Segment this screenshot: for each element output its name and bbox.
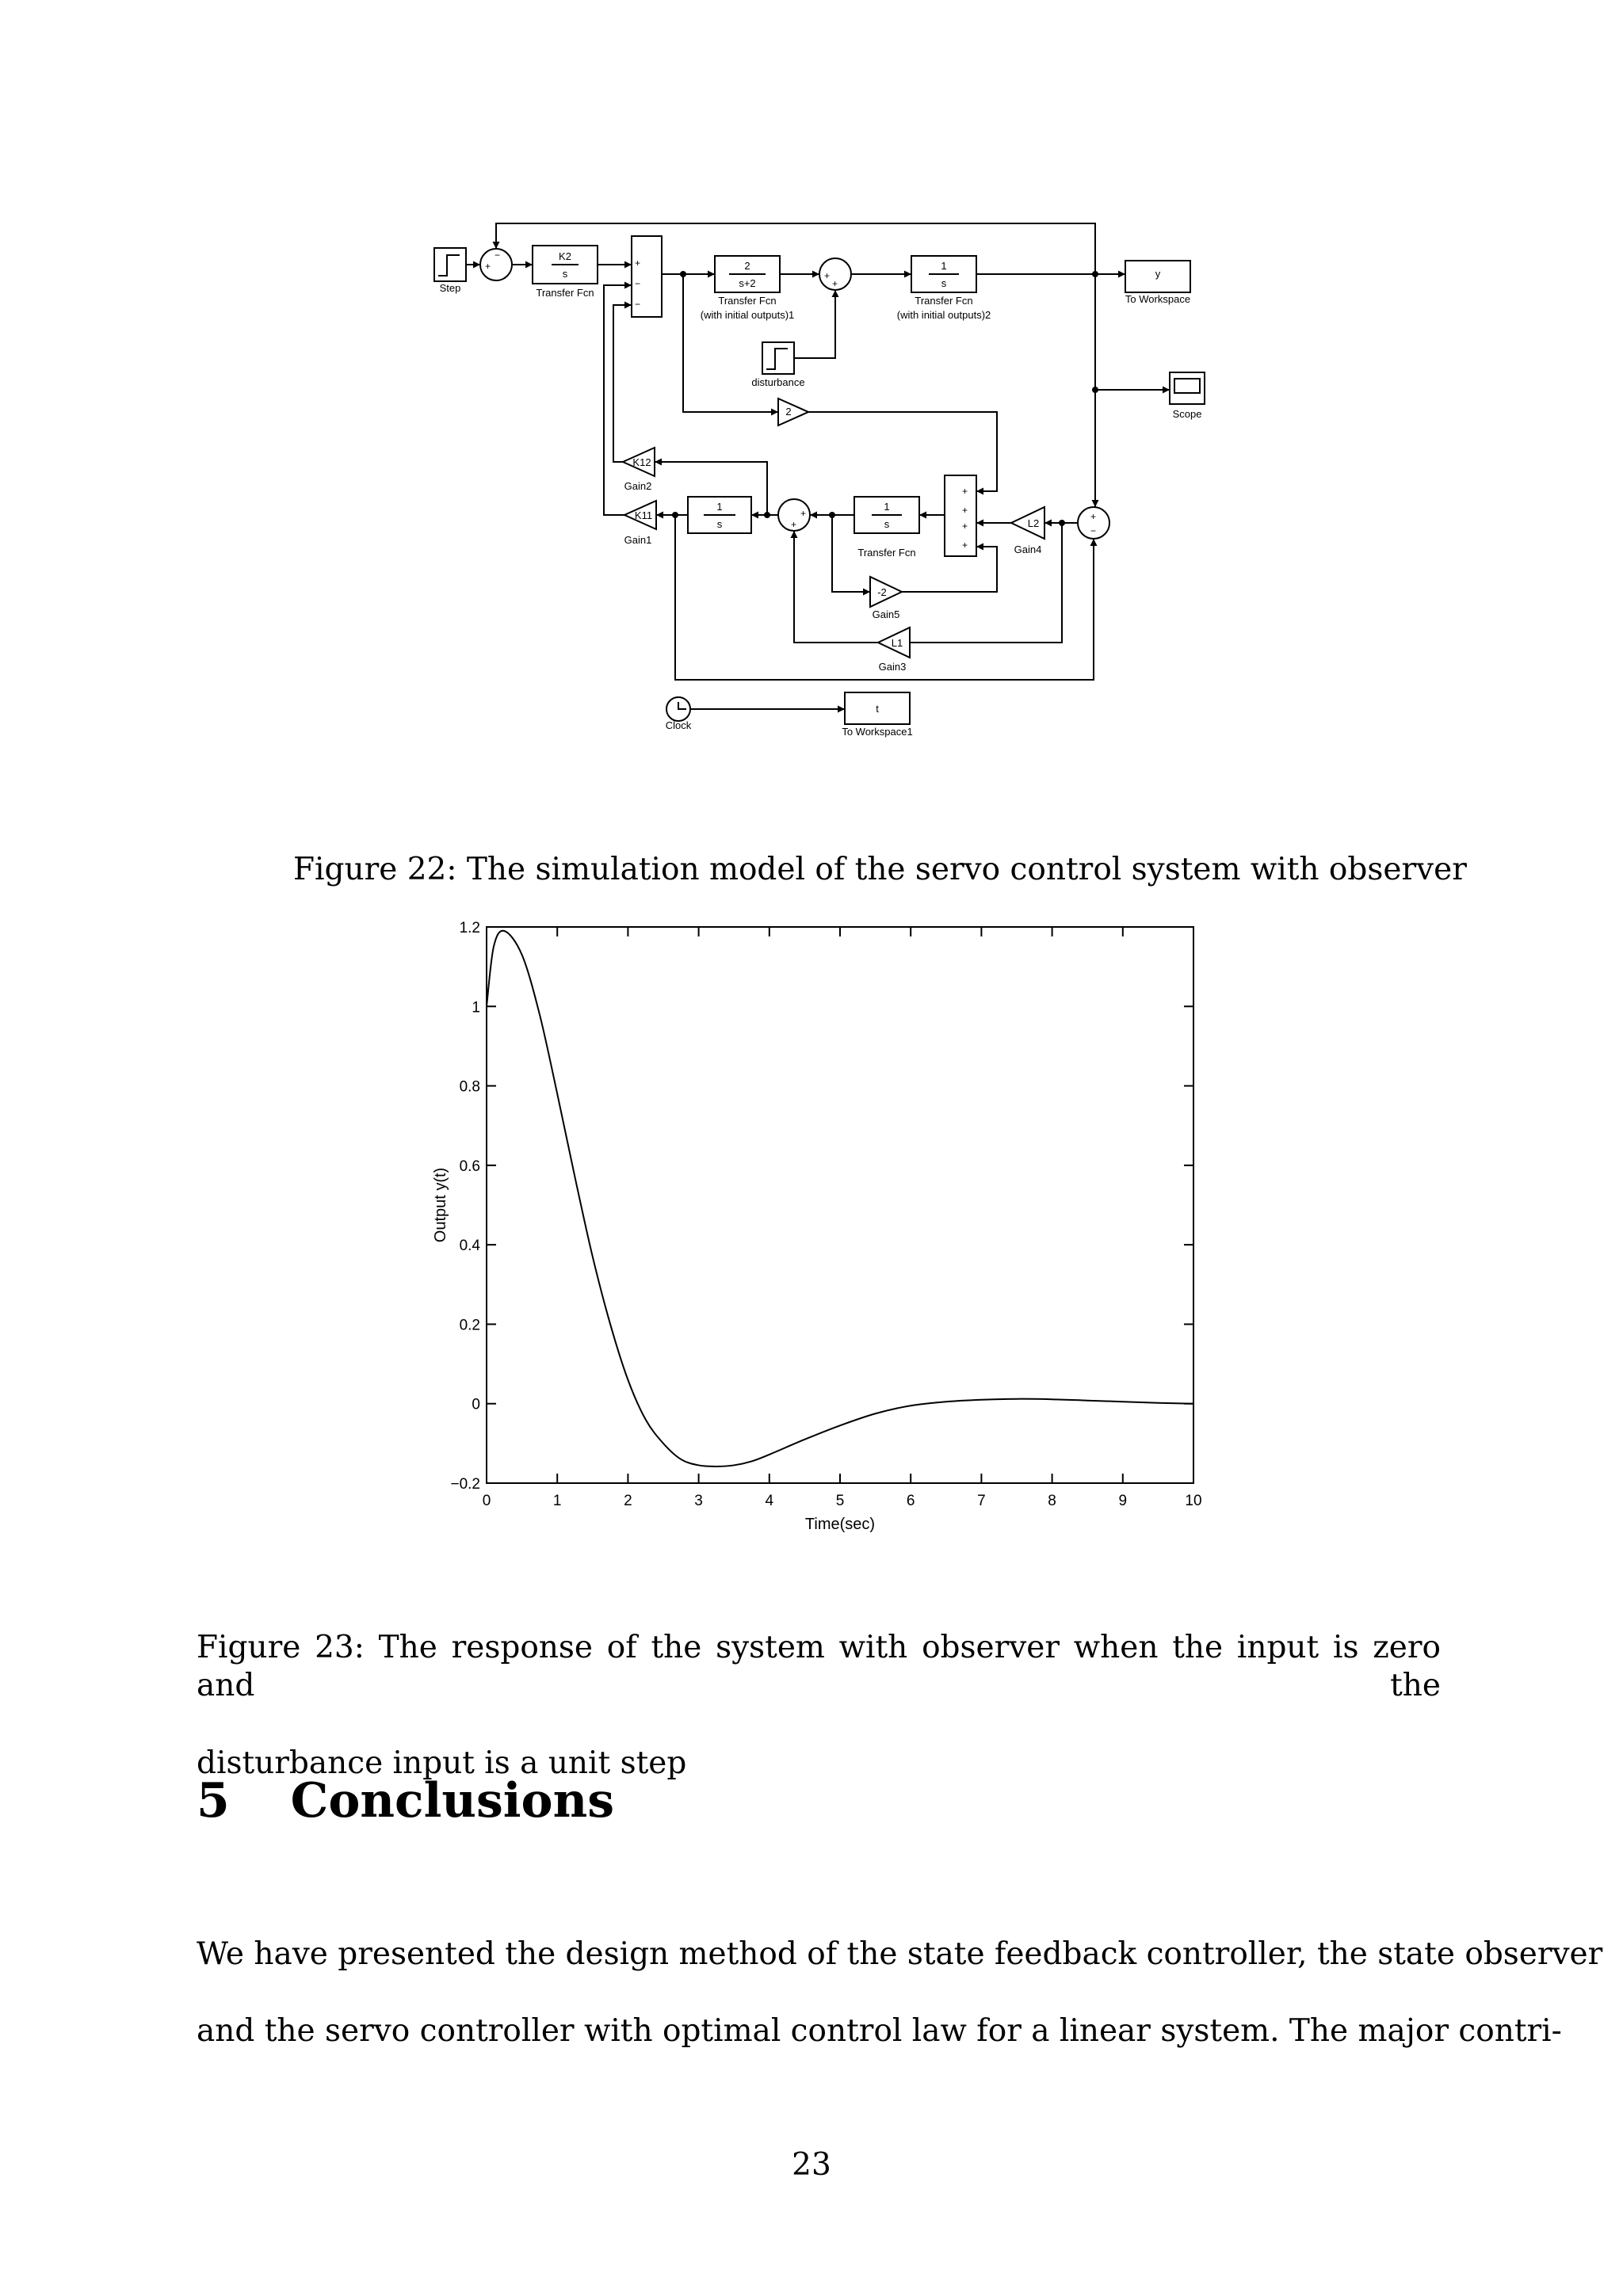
scope-label: Scope	[1172, 408, 1202, 420]
plot-frame	[487, 927, 1193, 1483]
y-axis-label: Output y(t)	[432, 1167, 449, 1243]
paragraph	[197, 1936, 1603, 2049]
tf-k2-denominator: s	[562, 268, 568, 280]
tf-observer-numerator: 1	[884, 501, 890, 513]
x-tick-label: 8	[1048, 1493, 1056, 1509]
section-title: Conclusions	[290, 1773, 614, 1829]
figure-22-caption: Figure 22: The simulation model of the servo control system with observer	[293, 852, 1467, 887]
tf2-numerator: 1	[941, 260, 947, 272]
x-tick-label: 6	[906, 1493, 915, 1509]
y-tick-label: 0	[472, 1396, 480, 1413]
integrator-numerator: 1	[716, 501, 723, 513]
step-label: Step	[439, 282, 461, 294]
figure-23-caption	[197, 1629, 1441, 1783]
gain-2-value: 2	[785, 406, 792, 418]
x-tick-label: 3	[694, 1493, 703, 1509]
figure-23-caption-line2: disturbance input is a unit step	[197, 1745, 687, 1781]
gain3-label: Gain3	[878, 661, 907, 673]
paragraph-line2: and the servo controller with optimal control law for a linear system. The major contri-	[197, 2013, 1562, 2049]
tf1-label-line1: Transfer Fcn	[718, 295, 777, 307]
sum-dist-sign-1: +	[824, 270, 831, 281]
tf2-denominator: s	[941, 277, 947, 289]
x-tick-label: 4	[765, 1493, 774, 1509]
integrator-denominator: s	[716, 518, 723, 530]
tf-observer-denominator: s	[884, 518, 890, 530]
tf-k2-numerator: K2	[559, 250, 571, 262]
to-workspace1-value: t	[876, 703, 879, 715]
x-tick-label: 1	[552, 1493, 562, 1509]
paragraph-line1: We have presented the design method of the state feedback controller, the state observer	[197, 1936, 1603, 1972]
sum-main-sign-minus: −	[495, 250, 501, 261]
gain5-label: Gain5	[872, 608, 900, 620]
to-workspace-value: y	[1155, 268, 1161, 280]
clock-label: Clock	[665, 719, 692, 731]
gain2-value: K12	[632, 456, 651, 468]
tf2-label-line2: (with initial outputs)2	[896, 309, 991, 321]
gain1-value: K11	[634, 509, 653, 521]
y-tick-label: 1	[472, 999, 480, 1016]
sum-obs-sign-1: +	[800, 508, 807, 519]
y-tick-label: −0.2	[450, 1476, 480, 1493]
to-workspace1-label: To Workspace1	[842, 726, 913, 738]
mux-sign-3: −	[635, 299, 641, 310]
mux-sign-1: +	[635, 257, 641, 269]
tf1-denominator: s+2	[739, 277, 756, 289]
disturbance-label: disturbance	[751, 376, 805, 388]
response-curve	[487, 931, 1193, 1466]
four-sum-sign-4: +	[962, 540, 968, 551]
x-tick-label: 0	[482, 1493, 491, 1509]
to-workspace-label: To Workspace	[1125, 293, 1191, 305]
y-tick-label: 0.2	[459, 1317, 480, 1334]
x-tick-label: 10	[1185, 1493, 1202, 1509]
sum-main-sign-plus: +	[485, 261, 491, 272]
tf2-label-line1: Transfer Fcn	[915, 295, 973, 307]
sum-dist-sign-2: +	[832, 278, 838, 289]
x-tick-label: 5	[835, 1493, 845, 1509]
y-tick-label: 1.2	[459, 920, 480, 936]
gain2-label: Gain2	[624, 480, 652, 492]
gain3-value: L1	[891, 637, 903, 649]
sum-obs-sign-2: +	[791, 519, 797, 530]
section-heading	[197, 1773, 614, 1829]
page-number: 23	[792, 2147, 831, 2183]
tf-observer-label: Transfer Fcn	[857, 547, 916, 559]
x-tick-label: 7	[977, 1493, 986, 1509]
section-number: 5	[197, 1773, 230, 1829]
tf-k2-label: Transfer Fcn	[536, 287, 594, 299]
figure-23-caption-line1: Figure 23: The response of the system with observer when the input is zero and the	[197, 1630, 1441, 1703]
x-axis-label: Time(sec)	[804, 1516, 876, 1533]
gain5-value: -2	[877, 586, 887, 598]
sum-right-sign-1: +	[1090, 511, 1097, 522]
y-tick-label: 0.4	[459, 1238, 480, 1255]
gain1-label: Gain1	[624, 534, 652, 546]
y-tick-label: 0.6	[459, 1158, 480, 1175]
x-tick-label: 9	[1118, 1493, 1128, 1509]
four-sum-sign-3: +	[962, 521, 968, 532]
gain4-label: Gain4	[1014, 543, 1042, 555]
x-tick-label: 2	[624, 1493, 632, 1509]
sum-right-sign-2: −	[1090, 525, 1097, 536]
gain4-value: L2	[1027, 517, 1040, 529]
y-tick-label: 0.8	[459, 1078, 480, 1096]
four-sum-sign-1: +	[962, 486, 968, 497]
tf1-label-line2: (with initial outputs)1	[700, 309, 795, 321]
mux-sign-2: −	[635, 278, 641, 289]
four-sum-sign-2: +	[962, 505, 968, 516]
tf1-numerator: 2	[744, 260, 750, 272]
